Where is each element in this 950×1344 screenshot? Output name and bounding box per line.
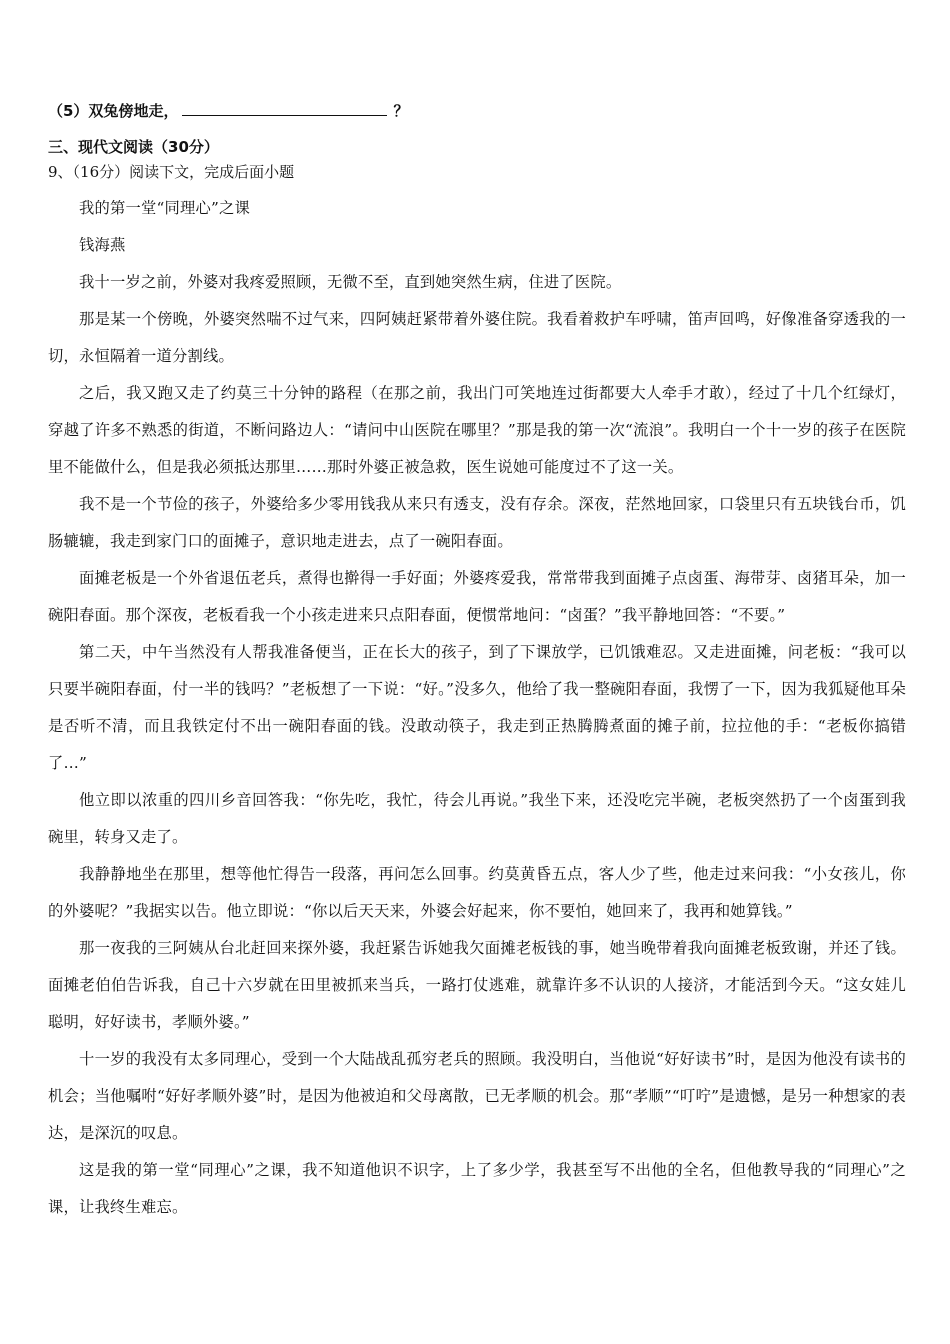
article-paragraph: 那是某一个傍晚，外婆突然喘不过气来，四阿姨赶紧带着外婆住院。我看着救护车呼啸，笛声回鸣，好像准备穿透我的一切，永恒隔着一道分割线。 [48, 310, 906, 365]
section-heading: 三、现代文阅读（30分） [48, 138, 219, 156]
article-paragraph: 那一夜我的三阿姨从台北赶回来探外婆，我赶紧告诉她我欠面摊老板钱的事，她当晚带着我向面摊老板致谢，并还了钱。面摊老伯伯告诉我，自己十六岁就在田里被抓来当兵，一路打仗逃难，就靠许多不认识的人接济，才能活到今天。“这女娃儿聪明，好好读书，孝顺外婆。” [48, 939, 906, 1031]
article-paragraph: 我十一岁之前，外婆对我疼爱照顾，无微不至，直到她突然生病，住进了医院。 [79, 273, 622, 291]
article-paragraph: 我不是一个节俭的孩子，外婆给多少零用钱我从来只有透支，没有存余。深夜，茫然地回家，口袋里只有五块钱台币，饥肠辘辘，我走到家门口的面摊子，意识地走进去，点了一碗阳春面。 [48, 495, 906, 550]
article-title: 我的第一堂“同理心”之课 [79, 199, 251, 217]
article-paragraph: 他立即以浓重的四川乡音回答我：“你先吃，我忙，待会儿再说。”我坐下来，还没吃完半碗，老板突然扔了一个卤蛋到我碗里，转身又走了。 [48, 791, 906, 846]
article-paragraph: 第二天，中午当然没有人帮我准备便当，正在长大的孩子，到了下课放学，已饥饿难忍。又走进面摊，问老板：“我可以只要半碗阳春面，付一半的钱吗？”老板想了一下说：“好。”没多久，他给了我一整碗阳春面，我愣了一下，因为我狐疑他耳朵是否听不清，而且我铁定付不出一碗阳春面的钱。没敢动筷子，我走到正热腾腾煮面的摊子前，拉拉他的手：“老板你搞错了…” [48, 643, 906, 772]
article-paragraph: 十一岁的我没有太多同理心，受到一个大陆战乱孤穷老兵的照顾。我没明白，当他说“好好读书”时，是因为他没有读书的机会；当他嘱咐“好好孝顺外婆”时，是因为他被迫和父母离散，已无孝顺的机会。那“孝顺”“叮咛”是遗憾，是另一种想家的表达，是深沉的叹息。 [48, 1050, 906, 1142]
article-paragraph: 这是我的第一堂“同理心”之课，我不知道他识不识字，上了多少学，我甚至写不出他的全名，但他教导我的“同理心”之课，让我终生难忘。 [48, 1161, 906, 1216]
question-5-suffix: ？ [393, 102, 409, 120]
article-author: 钱海燕 [79, 236, 126, 254]
article-body [48, 190, 906, 1226]
answer-blank[interactable] [182, 101, 387, 116]
question-5 [48, 100, 408, 121]
article-paragraph: 我静静地坐在那里，想等他忙得告一段落，再问怎么回事。约莫黄昏五点，客人少了些，他走过来问我：“小女孩儿，你的外婆呢？”我据实以告。他立即说：“你以后天天来，外婆会好起来，你不要怕，她回来了，我再和她算钱。” [48, 865, 906, 920]
question-9-prompt: 9、（16分）阅读下文，完成后面小题 [48, 163, 295, 181]
article-paragraph: 之后，我又跑又走了约莫三十分钟的路程（在那之前，我出门可笑地连过街都要大人牵手才敢），经过了十几个红绿灯，穿越了许多不熟悉的街道，不断问路边人：“请问中山医院在哪里？”那是我的第一次“流浪”。我明白一个十一岁的孩子在医院里不能做什么，但是我必须抵达那里……那时外婆正被急救，医生说她可能度过不了这一关。 [48, 384, 906, 476]
question-5-prefix: （5）双兔傍地走， [48, 102, 179, 120]
article-paragraph: 面摊老板是一个外省退伍老兵，煮得也擀得一手好面；外婆疼爱我，常常带我到面摊子点卤蛋、海带芽、卤猪耳朵，加一碗阳春面。那个深夜，老板看我一个小孩走进来只点阳春面，便惯常地问：“卤蛋？”我平静地回答：“不要。” [48, 569, 906, 624]
